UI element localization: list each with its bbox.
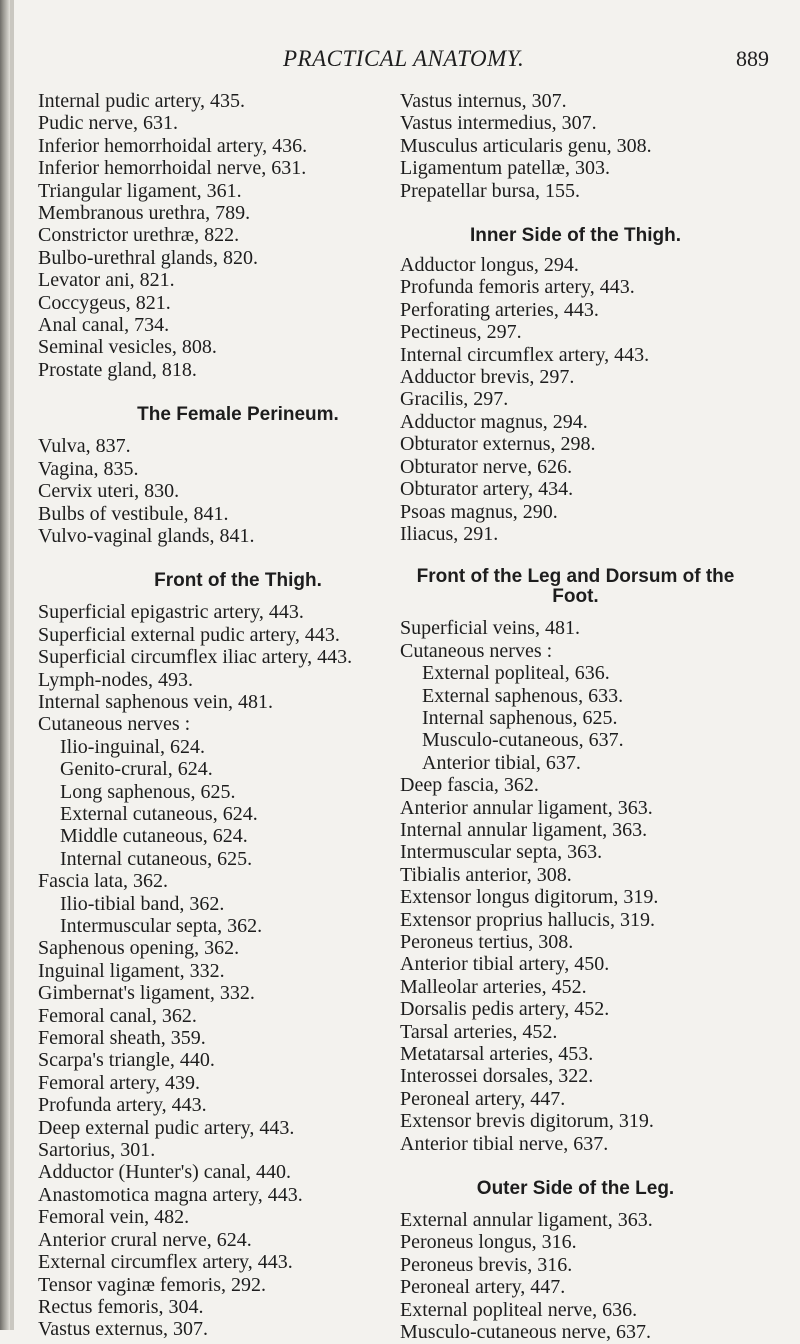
list-item: External popliteal nerve, 636. [400, 1298, 638, 1321]
list-item: Tibialis anterior, 308. [400, 863, 572, 886]
list-item: Fascia lata, 362. [38, 870, 168, 893]
list-item: External annular ligament, 363. [400, 1209, 653, 1232]
list-item: Cutaneous nerves : [38, 713, 191, 736]
list-item: Ligamentum patellæ, 303. [400, 157, 610, 180]
page-header [0, 46, 800, 76]
list-item: Peroneus brevis, 316. [400, 1253, 573, 1276]
list-item: Femoral artery, 439. [38, 1071, 200, 1094]
list-item: Pectineus, 297. [400, 321, 522, 344]
page-edge-line [10, 0, 14, 1330]
list-item: Musculo-cutaneous, 637. [422, 729, 624, 752]
thigh-cont-list [400, 90, 795, 202]
list-item: Inferior hemorrhoidal artery, 436. [38, 134, 308, 157]
list-item: Obturator externus, 298. [400, 433, 596, 456]
list-item: Extensor longus digitorum, 319. [400, 886, 659, 909]
list-item: Metatarsal arteries, 453. [400, 1043, 594, 1066]
list-item: Profunda artery, 443. [38, 1094, 207, 1117]
list-item: Malleolar arteries, 452. [400, 975, 587, 998]
list-item: Superficial circumflex iliac artery, 443. [38, 646, 353, 669]
list-item: Membranous urethra, 789. [38, 202, 251, 225]
list-item: Triangular ligament, 361. [38, 179, 242, 202]
list-item: Superficial epigastric artery, 443. [38, 601, 304, 624]
list-item: Intermuscular septa, 362. [60, 915, 263, 937]
list-item: Profunda femoris artery, 443. [400, 276, 635, 299]
inner-thigh-heading: Inner Side of the Thigh. [469, 225, 682, 247]
list-item: Coccygeus, 821. [38, 291, 171, 314]
list-item: Vastus externus, 307. [38, 1318, 208, 1341]
list-item: Anterior crural nerve, 624. [38, 1228, 252, 1251]
list-item: Inferior hemorrhoidal nerve, 631. [38, 157, 307, 180]
list-item: Vagina, 835. [38, 457, 139, 480]
list-item: Obturator nerve, 626. [400, 455, 573, 478]
list-item: Internal saphenous, 625. [422, 706, 618, 729]
front-leg-heading-line2: Foot. [552, 586, 599, 608]
page-edge-shadow [0, 0, 10, 1330]
list-item: Psoas magnus, 290. [400, 500, 558, 523]
list-item: Peroneus tertius, 308. [400, 931, 574, 953]
list-item: Adductor magnus, 294. [400, 410, 588, 433]
list-item: Internal annular ligament, 363. [400, 818, 648, 841]
list-item: Superficial external pudic artery, 443. [38, 623, 340, 646]
list-item: Femoral sheath, 359. [38, 1027, 206, 1050]
list-item: Saphenous opening, 362. [38, 937, 240, 960]
list-item: Internal cutaneous, 625. [60, 847, 253, 870]
leg-nerves-list [400, 662, 795, 774]
list-item: Peroneal artery, 447. [400, 1087, 566, 1110]
list-item: Interossei dorsales, 322. [400, 1065, 594, 1088]
list-item: Gracilis, 297. [400, 388, 509, 411]
list-item: Sartorius, 301. [38, 1139, 156, 1162]
list-item: Internal saphenous vein, 481. [38, 690, 273, 713]
front-leg-heading [378, 567, 773, 607]
list-item: Anterior annular ligament, 363. [400, 796, 653, 819]
list-item: Obturator artery, 434. [400, 478, 574, 501]
list-item: Musculus articularis genu, 308. [400, 134, 652, 157]
list-item: Vulva, 837. [38, 435, 131, 458]
front-thigh-list [38, 601, 438, 735]
list-item: Tensor vaginæ femoris, 292. [38, 1273, 267, 1296]
inner-thigh-list [400, 254, 795, 545]
list-item: Peroneal artery, 447. [400, 1276, 566, 1299]
list-item: Ilio-tibial band, 362. [60, 892, 225, 915]
front-leg-heading-line1: Front of the Leg and Dorsum of the [416, 566, 735, 588]
list-item: Levator ani, 821. [38, 269, 175, 292]
list-item: Superficial veins, 481. [400, 617, 580, 640]
list-item: Ilio-inguinal, 624. [60, 735, 205, 758]
list-item: Adductor brevis, 297. [400, 366, 575, 389]
page-number: 889 [736, 46, 769, 71]
list-item: Perforating arteries, 443. [400, 298, 599, 321]
list-item: Anterior tibial nerve, 637. [400, 1132, 609, 1155]
list-item: Intermuscular septa, 363. [400, 841, 603, 864]
list-item: Rectus femoris, 304. [38, 1295, 204, 1318]
list-item: Cervix uteri, 830. [38, 480, 180, 503]
list-item: Extensor proprius hallucis, 319. [400, 908, 655, 931]
list-item: Gimbernat's ligament, 332. [38, 982, 255, 1005]
list-item: Constrictor urethræ, 822. [38, 224, 240, 247]
list-item: Adductor (Hunter's) canal, 440. [38, 1161, 291, 1184]
list-item: Dorsalis pedis artery, 452. [400, 998, 610, 1021]
list-item: Genito-crural, 624. [60, 758, 213, 781]
front-leg-list [400, 617, 795, 662]
front-thigh-list-cont [38, 937, 438, 1340]
list-item: Prostate gland, 818. [38, 358, 197, 381]
list-item: Anterior tibial, 637. [422, 751, 581, 774]
list-item: Prepatellar bursa, 155. [400, 179, 580, 202]
list-item: Anterior tibial artery, 450. [400, 953, 610, 976]
list-item: Long saphenous, 625. [60, 780, 236, 803]
list-item: Tarsal arteries, 452. [400, 1020, 558, 1043]
thigh-nerves-list [38, 736, 438, 870]
list-item: Peroneus longus, 316. [400, 1231, 577, 1254]
list-item: Internal circumflex artery, 443. [400, 343, 650, 366]
front-thigh-heading: Front of the Thigh. [154, 570, 322, 592]
right-column [400, 90, 795, 1344]
list-item: Vulvo-vaginal glands, 841. [38, 524, 255, 547]
female-perineum-list [38, 435, 438, 547]
list-item: External cutaneous, 624. [60, 802, 258, 825]
fascia-list [38, 893, 438, 938]
list-item: Vastus internus, 307. [400, 90, 567, 112]
female-perineum-heading: The Female Perineum. [137, 404, 339, 426]
list-item: Iliacus, 291. [400, 522, 499, 545]
list-item: Adductor longus, 294. [400, 254, 579, 277]
list-item: Vastus intermedius, 307. [400, 112, 597, 135]
list-item: Anal canal, 734. [38, 314, 170, 337]
list-item: Middle cutaneous, 624. [60, 825, 248, 848]
list-item: External circumflex artery, 443. [38, 1251, 293, 1274]
list-item: Lymph-nodes, 493. [38, 668, 193, 691]
list-item: Extensor brevis digitorum, 319. [400, 1110, 654, 1133]
list-item: External saphenous, 633. [422, 684, 624, 707]
list-item: Femoral vein, 482. [38, 1206, 190, 1229]
running-title: PRACTICAL ANATOMY. [283, 46, 525, 71]
list-item: Deep fascia, 362. [400, 774, 539, 797]
front-leg-list-cont [400, 774, 795, 1155]
list-item: Cutaneous nerves : [400, 639, 553, 662]
list-item: Bulbo-urethral glands, 820. [38, 246, 258, 269]
list-item: Femoral canal, 362. [38, 1004, 197, 1027]
list-item: Pudic nerve, 631. [38, 112, 178, 135]
list-item: Scarpa's triangle, 440. [38, 1049, 215, 1072]
list-item: Deep external pudic artery, 443. [38, 1116, 295, 1139]
list-item: External popliteal, 636. [422, 662, 610, 685]
list-item: Musculo-cutaneous nerve, 637. [400, 1321, 652, 1344]
left-column [38, 90, 438, 1341]
outer-leg-list [400, 1209, 795, 1343]
list-item: Inguinal ligament, 332. [38, 959, 225, 982]
list-item: Internal pudic artery, 435. [38, 90, 245, 112]
list-item: Anastomotica magna artery, 443. [38, 1183, 303, 1206]
list-item: Seminal vesicles, 808. [38, 336, 217, 359]
list-item: Bulbs of vestibule, 841. [38, 502, 229, 525]
outer-leg-heading: Outer Side of the Leg. [476, 1178, 675, 1200]
